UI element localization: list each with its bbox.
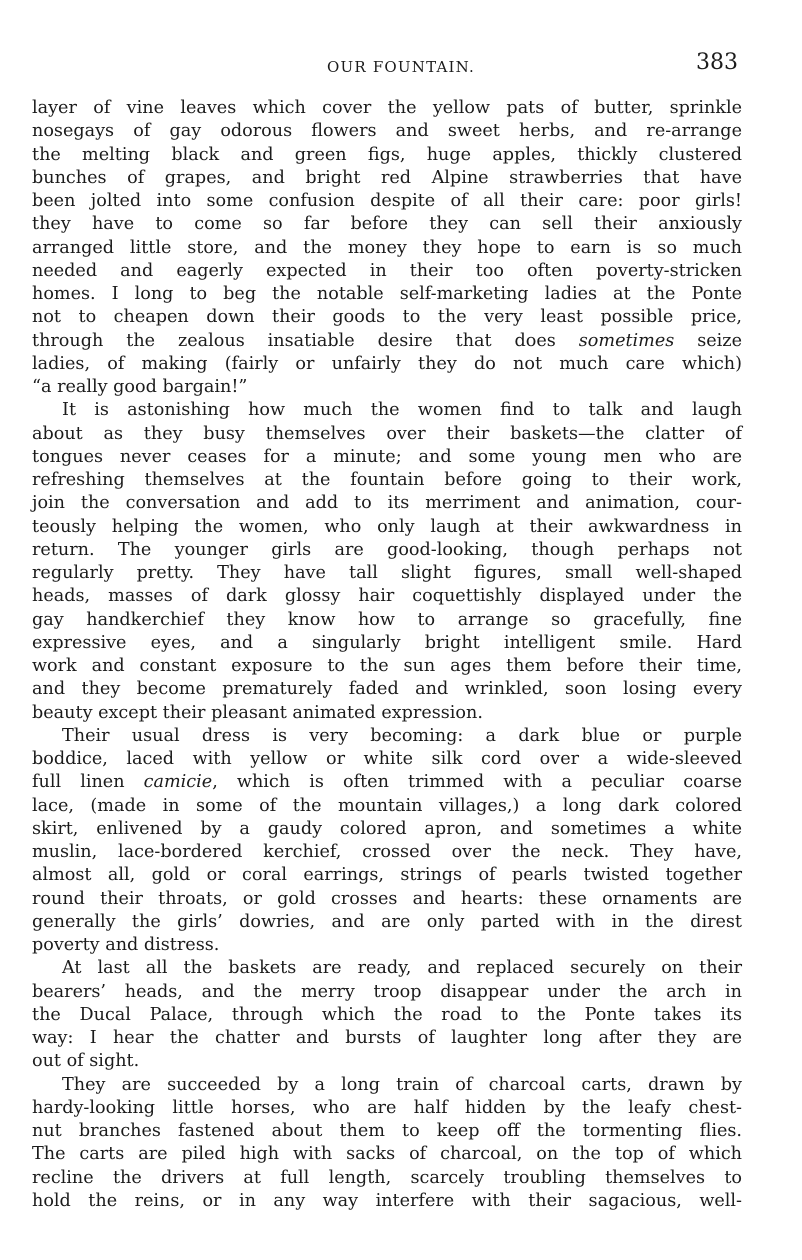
text-line: through the zealous insatiable desire that does sometimes seize: [32, 330, 742, 351]
text-line: skirt, enlivened by a gaudy colored apron, and sometimes a white: [32, 818, 742, 839]
text-line: way: I hear the chatter and bursts of laughter long after they are: [32, 1028, 742, 1048]
text-line: regularly pretty. They have tall slight figures, small well-shaped: [32, 563, 742, 583]
paragraph-end-line: out of sight.: [32, 1051, 140, 1072]
paragraph-end-line: “a really good bargain!”: [32, 377, 248, 397]
text-line: refreshing themselves at the fountain before going to their work,: [32, 470, 742, 490]
paragraph-first-line: They are succeeded by a long train of charcoal carts, drawn by: [62, 1074, 742, 1095]
text-line: hardy-looking little horses, who are half hidden by the leafy chest-: [32, 1097, 742, 1118]
text-line: The carts are piled high with sacks of charcoal, on the top of which: [32, 1144, 742, 1165]
text-line: nosegays of gay odorous flowers and sweet herbs, and re-arrange: [32, 121, 742, 142]
text-line: round their throats, or gold crosses and hearts: these ornaments are: [32, 888, 742, 909]
text-line: heads, masses of dark glossy hair coquettishly displayed under the: [32, 586, 742, 607]
text-line: return. The younger girls are good-looking, though perhaps not: [32, 539, 742, 560]
text-line: expressive eyes, and a singularly bright intelligent smile. Hard: [32, 632, 742, 653]
text-line: about as they busy themselves over their baskets—the clatter of: [32, 423, 742, 444]
paragraph-end-line: beauty except their pleasant animated expression.: [32, 702, 483, 723]
paragraph-first-line: At last all the baskets are ready, and replaced securely on their: [62, 958, 742, 979]
text-line: ladies, of making (fairly or unfairly they do not much care which): [32, 353, 742, 374]
text-line: teously helping the women, who only laugh at their awkwardness in: [32, 516, 742, 537]
body-text: [32, 97, 742, 1213]
text-line: muslin, lace-bordered kerchief, crossed over the neck. They have,: [32, 842, 742, 862]
text-line: layer of vine leaves which cover the yellow pats of butter, sprinkle: [32, 98, 742, 118]
paragraph-first-line: Their usual dress is very becoming: a dark blue or purple: [62, 725, 742, 746]
text-line: work and constant exposure to the sun ages them before their time,: [32, 656, 742, 676]
text-line: nut branches fastened about them to keep off the tormenting flies.: [32, 1121, 742, 1141]
text-line: homes. I long to beg the notable self-marketing ladies at the Ponte: [32, 284, 742, 304]
text-line: join the conversation and add to its merriment and animation, cour-: [32, 493, 742, 514]
text-line: tongues never ceases for a minute; and some young men who are: [32, 446, 742, 467]
text-line: full linen camicie, which is often trimmed with a peculiar coarse: [32, 772, 742, 793]
text-line: lace, (made in some of the mountain villages,) a long dark colored: [32, 795, 742, 816]
text-line: almost all, gold or coral earrings, strings of pearls twisted together: [32, 865, 742, 886]
text-line: been jolted into some confusion despite of all their care: poor girls!: [32, 191, 742, 211]
text-line: bearers’ heads, and the merry troop disappear under the arch in: [32, 981, 742, 1002]
text-line: not to cheapen down their goods to the very least possible price,: [32, 307, 742, 328]
text-line: gay handkerchief they know how to arrange so gracefully, fine: [32, 609, 742, 630]
emphasis-text: sometimes: [578, 330, 675, 351]
text-line: and they become prematurely faded and wrinkled, soon losing every: [32, 679, 742, 700]
text-line: generally the girls’ dowries, and are only parted with in the direst: [32, 911, 742, 932]
text-line: recline the drivers at full length, scarcely troubling themselves to: [32, 1167, 742, 1188]
paragraph-end-line: poverty and distress.: [32, 935, 220, 955]
text-line: needed and eagerly expected in their too often poverty-stricken: [32, 260, 742, 281]
text-line: hold the reins, or in any way interfere with their sagacious, well-: [32, 1190, 742, 1211]
text-line: the Ducal Palace, through which the road to the Ponte takes its: [32, 1004, 742, 1025]
text-line: boddice, laced with yellow or white silk cord over a wide-sleeved: [32, 749, 742, 769]
paragraph-first-line: It is astonishing how much the women find to talk and laugh: [62, 400, 742, 421]
text-line: the melting black and green figs, huge apples, thickly clustered: [32, 144, 742, 165]
text-line: they have to come so far before they can sell their anxiously: [32, 214, 742, 235]
text-line: arranged little store, and the money they hope to earn is so much: [32, 237, 742, 258]
page-number: 383: [696, 50, 738, 75]
running-header: [0, 50, 802, 84]
text-line: bunches of grapes, and bright red Alpine strawberries that have: [32, 167, 742, 188]
running-title: OUR FOUNTAIN.: [327, 58, 475, 76]
emphasis-text: camicie: [143, 772, 213, 793]
